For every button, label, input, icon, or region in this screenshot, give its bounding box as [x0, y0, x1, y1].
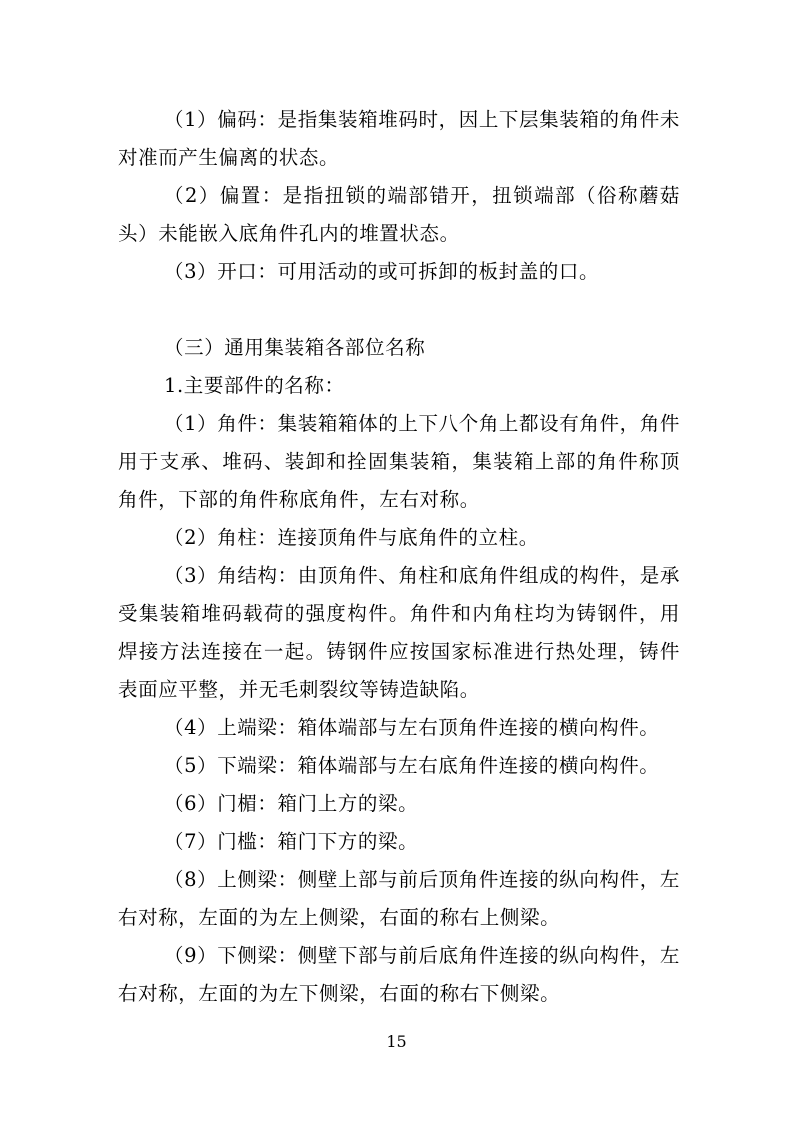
paragraph-corner-fitting: （1）角件：集装箱箱体的上下八个角上都设有角件，角件用于支承、堆码、装卸和拴固集装箱，集装箱上部的角件称顶角件，下部的角件称底角件，左右对称。	[118, 412, 680, 511]
paragraph-door-sill: （7）门槛：箱门下方的梁。	[164, 830, 419, 853]
section-spacer	[118, 291, 680, 329]
paragraph-door-header: （6）门楣：箱门上方的梁。	[164, 792, 419, 815]
paragraph-bottom-side-rail: （9）下侧梁：侧壁下部与前后底角件连接的纵向构件，左右对称，左面的为左下侧梁，右面的称右下侧梁。	[118, 944, 680, 1005]
paragraph-twistlock-offset: （2）偏置：是指扭锁的端部错开，扭锁端部（俗称蘑菇头）未能嵌入底角件孔内的堆置状态。	[118, 184, 680, 245]
paragraph-top-side-rail: （8）上侧梁：侧壁上部与前后顶角件连接的纵向构件，左右对称，左面的为左上侧梁，右面的称右上侧梁。	[118, 868, 680, 929]
section-heading: （三）通用集装箱各部位名称	[164, 336, 426, 359]
paragraph-opening: （3）开口：可用活动的或可拆卸的板封盖的口。	[164, 260, 600, 283]
page-number: 15	[386, 1032, 407, 1051]
paragraph-top-end-rail: （4）上端梁：箱体端部与左右顶角件连接的横向构件。	[164, 716, 660, 739]
subheading-main-parts: 1.主要部件的名称：	[164, 374, 345, 397]
paragraph-corner-structure: （3）角结构：由顶角件、角柱和底角件组成的构件，是承受集装箱堆码载荷的强度构件。角件和内角柱均为铸钢件，用焊接方法连接在一起。铸钢件应按国家标准进行热处理，铸件表面应平整，并无毛刺裂纹等铸造缺陷。	[118, 564, 680, 701]
paragraph-bottom-end-rail: （5）下端梁：箱体端部与左右底角件连接的横向构件。	[164, 754, 660, 777]
paragraph-offset-stacking: （1）偏码：是指集装箱堆码时，因上下层集装箱的角件未对准而产生偏离的状态。	[118, 108, 680, 169]
document-body	[118, 101, 680, 1013]
paragraph-corner-post: （2）角柱：连接顶角件与底角件的立柱。	[164, 526, 539, 549]
